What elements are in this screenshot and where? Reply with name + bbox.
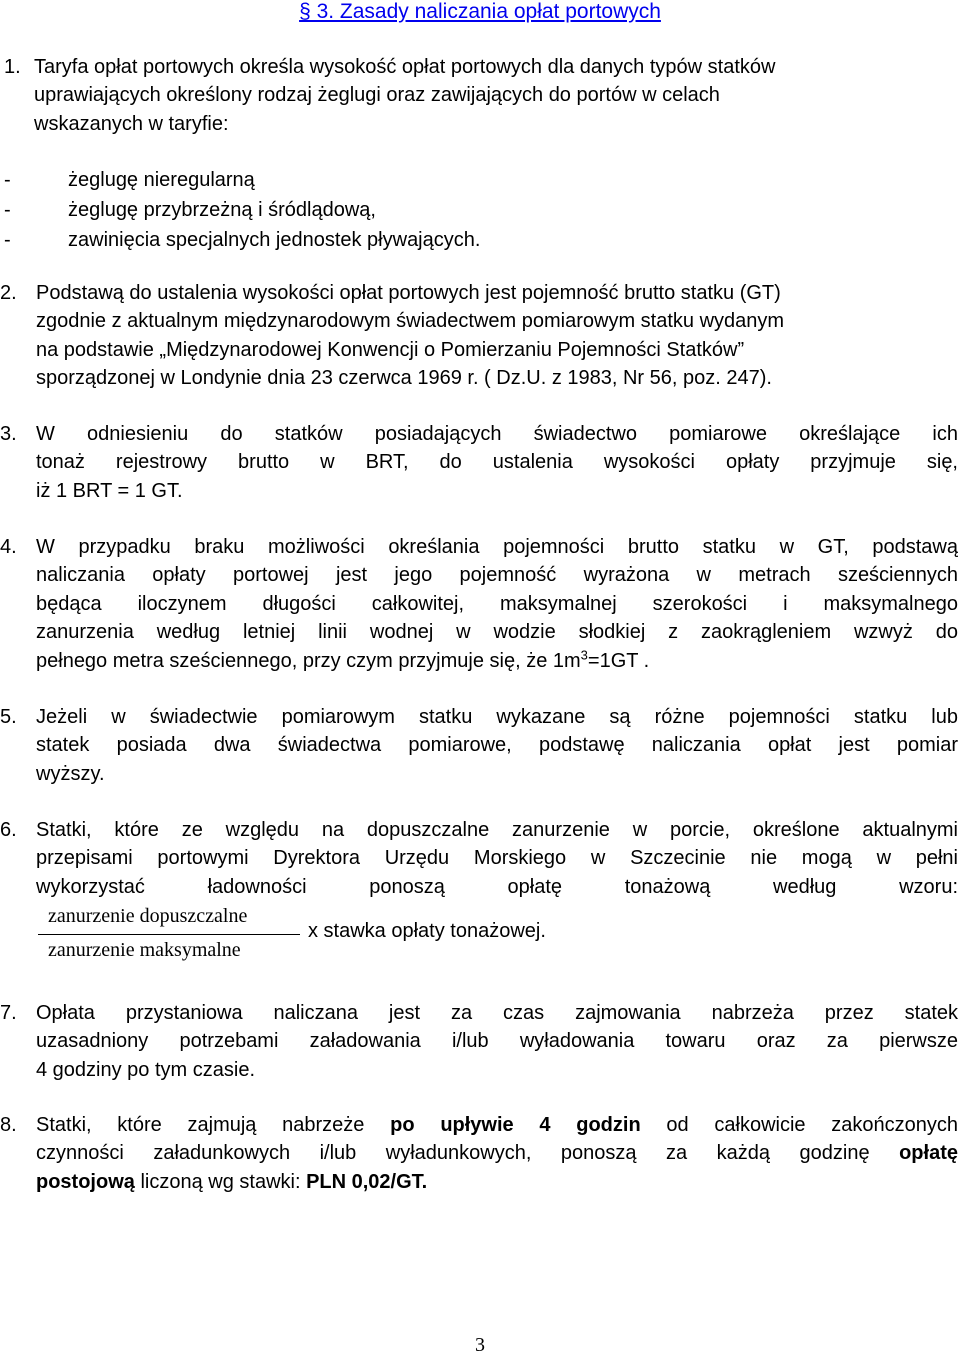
paragraph-number: 6. bbox=[0, 819, 17, 841]
paragraph-line: będąca iloczynem długości całkowitej, maksymalnej szerokości i maksymalnego bbox=[36, 592, 958, 615]
paragraph-line: wyższy. bbox=[36, 762, 105, 785]
paragraph-line: naliczania opłaty portowej jest jego pojemność wyrażona w metrach sześciennych bbox=[36, 564, 958, 587]
paragraph-line: Statki, które ze względu na dopuszczalne zanurzenie w porcie, określone aktualnymi bbox=[36, 819, 958, 841]
list-item-text: żeglugę nieregularną bbox=[68, 169, 255, 191]
list-item bbox=[4, 195, 904, 225]
line-text: czynności załadunkowych i/lub wyładunkowych, ponoszą za każdą godzinę bbox=[36, 1142, 900, 1165]
paragraph-line: Jeżeli w świadectwie pomiarowym statku wykazane są różne pojemności statku lub bbox=[36, 706, 958, 728]
paragraph-line: uprawiających określony rodzaj żeglugi oraz zawijających do portów w celach bbox=[34, 84, 720, 107]
section-heading[interactable]: § 3. Zasady naliczania opłat portowych bbox=[299, 0, 661, 23]
paragraph-line: W przypadku braku możliwości określania pojemności brutto statku w GT, podstawą bbox=[36, 536, 958, 558]
list-dash: - bbox=[4, 229, 11, 251]
paragraph-number: 2. bbox=[0, 282, 17, 304]
line-text: Statki, które zajmują nabrzeże bbox=[36, 1114, 391, 1136]
paragraph-line bbox=[36, 1111, 958, 1139]
list-item-text: żeglugę przybrzeżną i śródlądową, bbox=[68, 199, 376, 221]
bold-text: opłatę bbox=[899, 1142, 958, 1165]
formula-numerator: zanurzenie dopuszczalne bbox=[48, 905, 248, 927]
list-item bbox=[4, 225, 904, 255]
line-text: od całkowicie zakończonych bbox=[640, 1114, 959, 1136]
paragraph-line bbox=[36, 1168, 958, 1196]
paragraph-line-with-exponent bbox=[36, 647, 958, 675]
line-text: pełnego metra sześciennego, przy czym przyjmuje się, że 1m bbox=[36, 649, 581, 672]
paragraph-line: na podstawie „Międzynarodowej Konwencji o Pomierzaniu Pojemności Statków” bbox=[36, 338, 745, 361]
paragraph-line: W odniesieniu do statków posiadających świadectwo pomiarowe określające ich bbox=[36, 423, 958, 445]
list-dash: - bbox=[4, 169, 11, 191]
paragraph-line: sporządzonej w Londynie dnia 23 czerwca 1969 r. ( Dz.U. z 1983, Nr 56, poz. 247). bbox=[36, 367, 772, 390]
paragraph-number: 3. bbox=[0, 423, 17, 445]
formula-denominator: zanurzenie maksymalne bbox=[48, 939, 241, 961]
paragraph-line: wykorzystać ładowności ponoszą opłatę tonażową według wzoru: bbox=[36, 875, 958, 898]
paragraph-number: 8. bbox=[0, 1114, 17, 1136]
paragraph-line: Taryfa opłat portowych określa wysokość opłat portowych dla danych typów statków bbox=[34, 56, 776, 78]
exponent: 3 bbox=[580, 646, 588, 662]
paragraph-number: 5. bbox=[0, 706, 17, 728]
paragraph-line: zanurzenia według letniej linii wodnej w wodzie słodkiej z zaokrągleniem wzwyż do bbox=[36, 621, 958, 644]
paragraph-number: 4. bbox=[0, 536, 17, 558]
paragraph-line: tonaż rejestrowy brutto w BRT, do ustalenia wysokości opłaty przyjmuje się, bbox=[36, 451, 958, 474]
bold-text: PLN 0,02/GT. bbox=[306, 1170, 428, 1193]
line-text: =1GT . bbox=[587, 649, 650, 672]
bold-text: postojową bbox=[36, 1170, 135, 1193]
paragraph-line: Podstawą do ustalenia wysokości opłat portowych jest pojemność brutto statku (GT) bbox=[36, 282, 781, 304]
page-number: 3 bbox=[475, 1334, 485, 1356]
paragraph-line bbox=[36, 1139, 958, 1167]
paragraph-line: przepisami portowymi Dyrektora Urzędu Morskiego w Szczecinie nie mogą w pełni bbox=[36, 847, 958, 870]
paragraph-number: 1. bbox=[4, 56, 21, 78]
paragraph-line: zgodnie z aktualnym międzynarodowym świadectwem pomiarowym statku wydanym bbox=[36, 310, 785, 333]
bold-text: po upływie 4 godzin bbox=[390, 1114, 641, 1136]
paragraph-line: uzasadniony potrzebami załadowania i/lub wyładowania towaru oraz za pierwsze bbox=[36, 1030, 958, 1053]
formula-multiplier-text: x stawka opłaty tonażowej. bbox=[308, 920, 546, 942]
paragraph-line: iż 1 BRT = 1 GT. bbox=[36, 479, 183, 502]
paragraph-line: statek posiada dwa świadectwa pomiarowe, podstawę naliczania opłat jest pomiar bbox=[36, 734, 958, 757]
paragraph-line: Opłata przystaniowa naliczana jest za czas zajmowania nabrzeża przez statek bbox=[36, 1002, 958, 1024]
tonnage-formula-fraction bbox=[38, 903, 300, 965]
paragraph-line: wskazanych w taryfie: bbox=[34, 112, 229, 135]
list-dash: - bbox=[4, 199, 11, 221]
type-list bbox=[4, 165, 904, 255]
fraction-bar bbox=[38, 934, 300, 935]
list-item-text: zawinięcia specjalnych jednostek pływających. bbox=[68, 229, 481, 251]
line-text: liczoną wg stawki: bbox=[134, 1170, 307, 1193]
list-item bbox=[4, 165, 904, 195]
paragraph-line: 4 godziny po tym czasie. bbox=[36, 1058, 255, 1081]
paragraph-number: 7. bbox=[0, 1002, 17, 1024]
